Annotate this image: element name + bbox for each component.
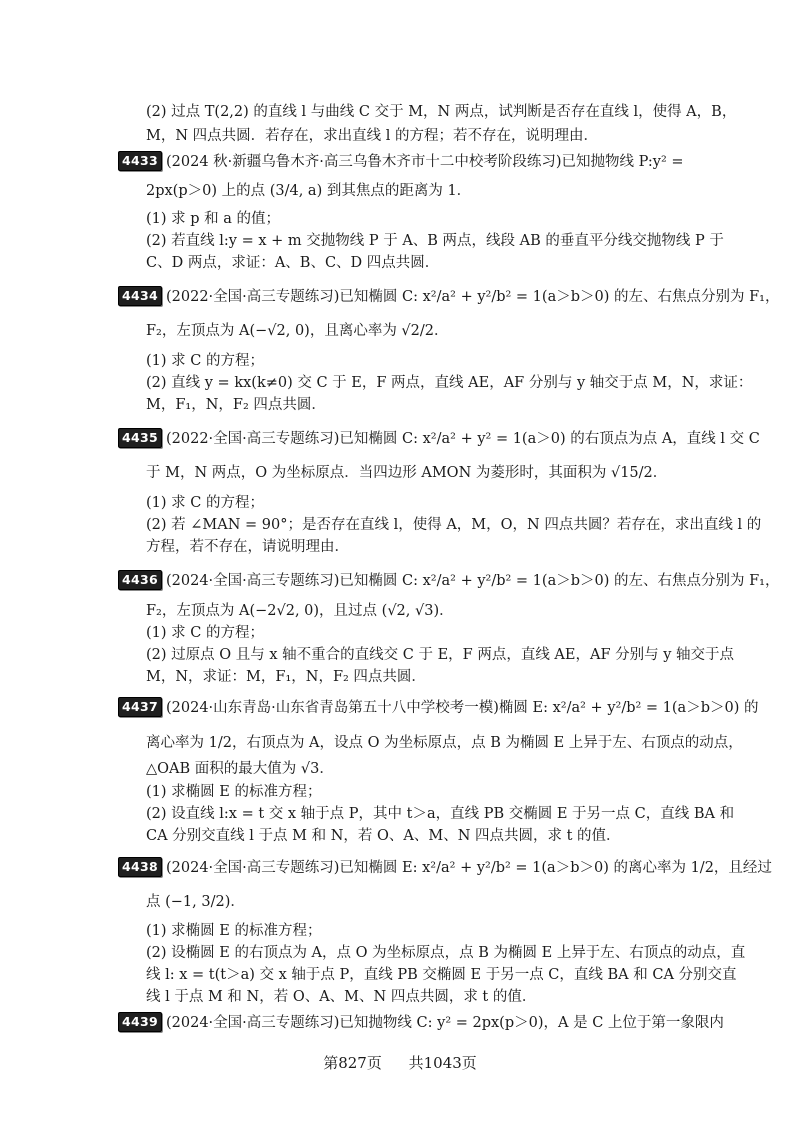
text-line [146,964,737,986]
problem-heading-line [118,570,779,592]
line-text: (2) 若直线 l:y = x + m 交抛物线 P 于 A、B 两点，线段 AB 的垂直平分线交抛物线 P 于 [146,233,724,249]
line-text: (2) 设椭圆 E 的右顶点为 A，点 O 为坐标原点，点 B 为椭圆 E 上异于左、右顶点的动点，直 [146,945,746,961]
text-line [146,803,734,825]
line-text: M，N 四点共圆．若存在，求出直线 l 的方程；若不存在，说明理由． [146,128,598,144]
problem-heading-line [118,857,772,879]
problem-number-badge: 4438 [118,857,162,877]
line-text: (2024·全国·高三专题练习)已知椭圆 C: x²/a² + y²/b² = 1(a＞b＞0) 的左、右焦点分别为 F₁， [166,573,780,589]
line-text: (2) 过原点 O 且与 x 轴不重合的直线交 C 于 E，F 两点，直线 AE，AF 分别与 y 轴交于点 [146,647,735,663]
line-text: (1) 求椭圆 E 的标准方程； [146,784,322,800]
problem-heading-line [118,1012,724,1034]
page-total: 共1043页 [408,1054,477,1072]
text-line [146,180,471,202]
text-line [146,125,598,147]
line-text: 点 (−1, 3/2)． [146,894,245,910]
text-line [146,920,321,942]
text-line [146,208,280,230]
problem-number-badge: 4436 [118,570,162,590]
line-text: △OAB 面积的最大值为 √3． [146,761,334,777]
line-text: (2024·山东青岛·山东省青岛第五十八中学校考一模)椭圆 E: x²/a² + y²/b² = 1(a＞b＞0) 的 [166,700,759,716]
problem-heading-line [118,428,760,450]
text-line [146,492,264,514]
line-text: (2) 过点 T(2,2) 的直线 l 与曲线 C 交于 M，N 两点，试判断是否存在直线 l，使得 A，B， [146,104,737,120]
line-text: (1) 求 C 的方程； [146,353,264,369]
line-text: (1) 求 C 的方程； [146,495,264,511]
text-line [146,600,454,622]
line-text: (2) 直线 y = kx(k≠0) 交 C 于 E，F 两点，直线 AE，AF 分别与 y 轴交于点 M，N，求证： [146,375,753,391]
line-text: M，N，求证：M，F₁，N，F₂ 四点共圆． [146,669,426,685]
text-line [146,252,439,274]
problem-number-badge: 4435 [118,428,162,448]
line-text: 2px(p＞0) 上的点 (3/4, a) 到其焦点的距离为 1． [146,183,472,199]
text-line [146,666,426,688]
line-text: (2) 设直线 l:x = t 交 x 轴于点 P，其中 t＞a，直线 PB 交椭圆 E 于另一点 C，直线 BA 和 [146,806,735,822]
line-text: CA 分别交直线 l 于点 M 和 N，若 O、A、M、N 四点共圆，求 t 的值． [146,828,621,844]
line-text: F₂，左顶点为 A(−2√2, 0)，且过点 (√2, √3)． [146,603,454,619]
line-text: C、D 两点，求证：A、B、C、D 四点共圆． [146,255,440,271]
line-text: (1) 求椭圆 E 的标准方程； [146,923,322,939]
problem-number-badge: 4437 [118,697,162,717]
line-text: 线 l 于点 M 和 N，若 O、A、M、N 四点共圆，求 t 的值． [146,989,537,1005]
line-text: (1) 求 p 和 a 的值； [146,211,281,227]
line-text: (2022·全国·高三专题练习)已知椭圆 C: x²/a² + y² = 1(a＞0) 的右顶点为点 A，直线 l 交 C [166,431,760,447]
line-text: (1) 求 C 的方程； [146,625,264,641]
text-line [146,394,326,416]
text-line [146,891,245,913]
problem-number-badge: 4433 [118,151,162,171]
text-line [146,732,743,754]
problem-heading-line [118,697,758,719]
page-number: 第827页 [323,1054,382,1072]
text-line [146,758,334,780]
line-text: (2024·全国·高三专题练习)已知椭圆 E: x²/a² + y²/b² = 1(a＞b＞0) 的离心率为 1/2，且经过 [166,860,772,876]
line-text: 线 l: x = t(t＞a) 交 x 轴于点 P，直线 PB 交椭圆 E 于另一点 C，直线 BA 和 CA 分别交直 [146,967,737,983]
text-line [146,350,264,372]
line-text: (2024·全国·高三专题练习)已知抛物线 C: y² = 2px(p＞0)，A 是 C 上位于第一象限内 [166,1015,724,1031]
text-line [146,942,745,964]
problem-number-badge: 4439 [118,1012,162,1032]
text-line [146,514,761,536]
text-line [146,622,264,644]
text-line [146,462,667,484]
text-line [146,781,321,803]
text-line [146,230,724,252]
text-line [146,644,734,666]
text-line [146,372,752,394]
text-line [146,986,536,1008]
problem-heading-line [118,151,684,173]
line-text: (2022·全国·高三专题练习)已知椭圆 C: x²/a² + y²/b² = 1(a＞b＞0) 的左、右焦点分别为 F₁， [166,289,780,305]
line-text: 于 M，N 两点，O 为坐标原点．当四边形 AMON 为菱形时，其面积为 √15/2． [146,465,668,481]
text-line [146,825,621,847]
line-text: F₂，左顶点为 A(−√2, 0)，且离心率为 √2/2． [146,323,449,339]
text-line [146,320,449,342]
text-line [146,536,349,558]
problem-heading-line [118,286,779,308]
page-footer [0,1052,800,1073]
line-text: M，F₁，N，F₂ 四点共圆． [146,397,326,413]
line-text: (2) 若 ∠MAN = 90°；是否存在直线 l，使得 A，M，O，N 四点共圆？若存在，求出直线 l 的 [146,517,762,533]
line-text: (2024 秋·新疆乌鲁木齐·高三乌鲁木齐市十二中校考阶段练习)已知抛物线 P:y² = [166,154,684,170]
problem-number-badge: 4434 [118,286,162,306]
line-text: 方程，若不存在，请说明理由． [146,539,349,555]
line-text: 离心率为 1/2，右顶点为 A，设点 O 为坐标原点，点 B 为椭圆 E 上异于左、右顶点的动点， [146,735,743,751]
text-line [146,101,736,123]
